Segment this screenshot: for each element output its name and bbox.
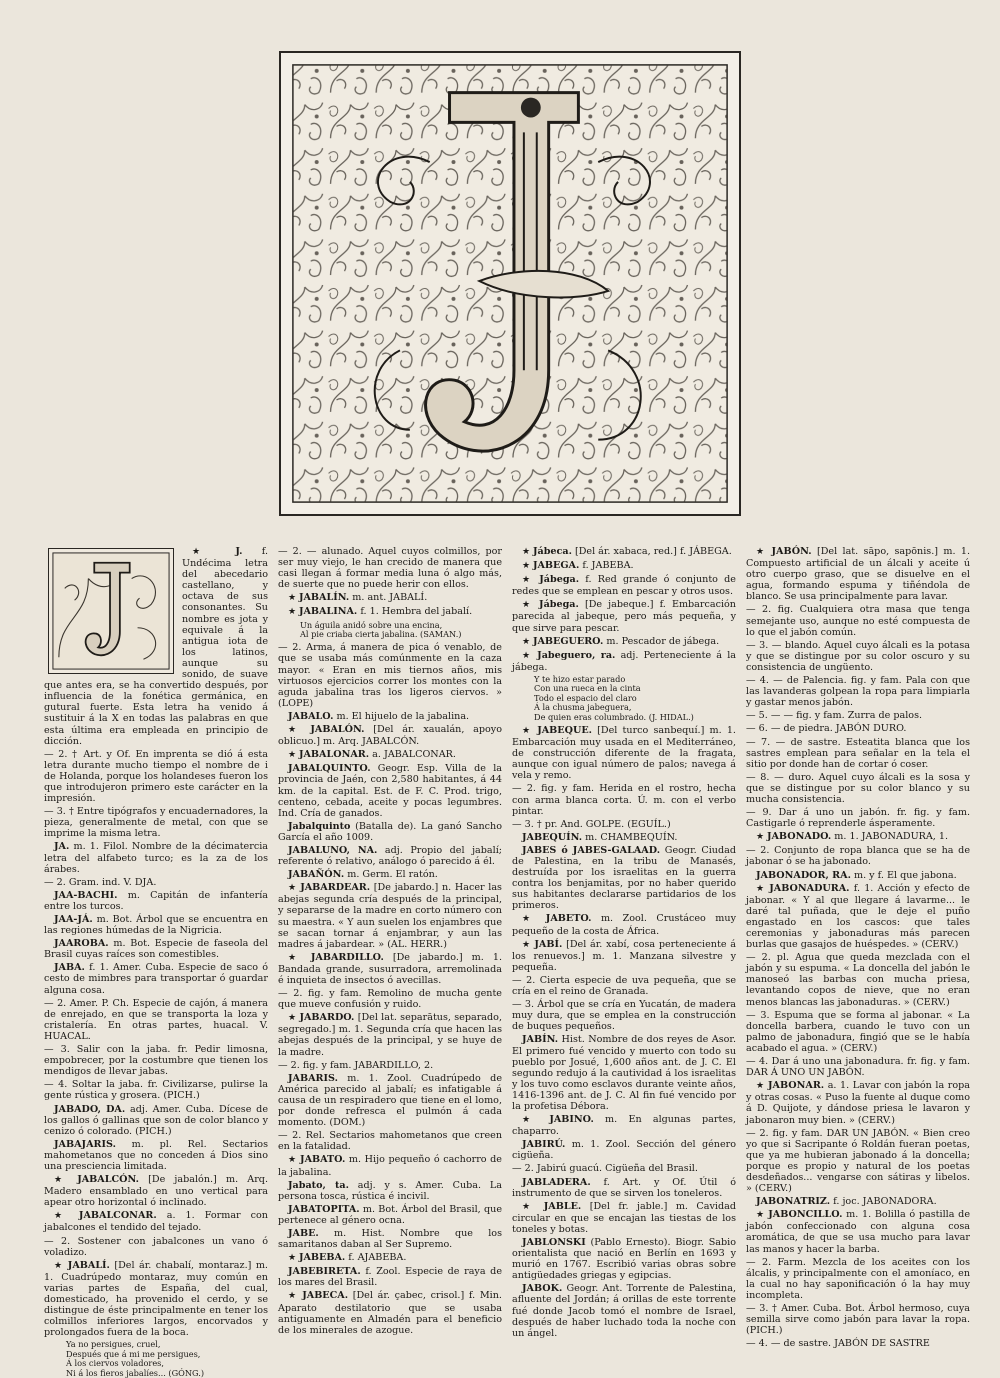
entry-definition: — 4. — de Palencia. fig. y fam. Pala con que las lavanderas golpean la ropa para limpiarla y gastar menos jabón.: [746, 675, 970, 709]
dictionary-entry: [746, 1128, 970, 1195]
entry-headword: JABA.: [54, 962, 85, 974]
dictionary-entry: [278, 821, 502, 843]
entry-headword: JABONADOR, RA.: [756, 869, 851, 881]
dictionary-entry: [512, 1177, 736, 1199]
entry-headword: JABLONSKI: [522, 1237, 586, 1248]
entry-headword: JABLE.: [543, 1200, 582, 1212]
dictionary-entry: [278, 1060, 502, 1071]
entry-definition: m. 1. Bolilla ó pastilla de jabón confeccionado con alguna cosa aromática, de que se usa mucho para lavar las manos y hacer la barba.: [746, 1209, 970, 1255]
dictionary-entry: [44, 998, 268, 1042]
entry-headword: JABALÓN.: [310, 724, 365, 736]
star-icon: ★: [288, 1155, 301, 1166]
dictionary-entry: [512, 1283, 736, 1338]
dictionary-entry: [44, 914, 268, 936]
dictionary-entry: [512, 725, 736, 781]
entry-headword: JABECA.: [302, 1290, 349, 1302]
entry-headword: JABINO.: [549, 1114, 594, 1126]
entry-headword: JABATO.: [300, 1154, 346, 1166]
entry-definition: [Del ár. chabalí, montaraz.] m. 1. Cuadrúpedo montaraz, muy común en varias partes de España, del cual, domesticado, ha provenido el cerdo, y se distingue de éste principalmente en tener los colmillos inferiores largos, encorvados y prolongados fuera de la boca.: [44, 1259, 268, 1339]
entry-definition: — 2. fig. Cualquiera otra masa que tenga semejante uso, aunque no esté compuesta de lo que el jabón común.: [746, 604, 970, 638]
entry-definition: — 8. — duro. Aquel cuyo álcali es la sosa y que se distingue por su color blanco y su mucha consistencia.: [746, 771, 970, 805]
dictionary-entry: [746, 1056, 970, 1078]
dictionary-entry: [278, 642, 502, 709]
entry-definition: — 2. Farm. Mezcla de los aceites con los álcalis, y principalmente con el amoníaco, en la cual no hay saponificación ó la hay muy incompleta.: [746, 1256, 970, 1301]
verse-quote: [44, 1340, 268, 1378]
entry-headword: JABADO, DA.: [54, 1103, 126, 1115]
dictionary-entry: [746, 1196, 970, 1207]
dictionary-entry: [746, 952, 970, 1007]
verse-line: Con una rueca en la cinta: [534, 683, 641, 694]
entry-headword: JABOK.: [522, 1283, 563, 1295]
entry-definition: m. El hijuelo de la jabalina.: [333, 710, 470, 722]
dictionary-entry: [44, 938, 268, 960]
entry-headword: JABONADURA.: [769, 882, 850, 894]
dictionary-entry: [512, 1163, 736, 1174]
dictionary-entry: [44, 1174, 268, 1208]
dictionary-entry: [44, 890, 268, 912]
star-icon: ★: [54, 1260, 68, 1271]
entry-definition: — 2. Cierta especie de uva pequeña, que se cría en el reino de Granada.: [512, 974, 736, 998]
dictionary-entry: [512, 913, 736, 936]
star-icon: ★: [522, 561, 533, 572]
dictionary-entry: [746, 737, 970, 770]
dictionary-entry: [512, 832, 736, 843]
dictionary-entry: [44, 877, 268, 888]
entry-headword: JAAROBA.: [54, 938, 109, 950]
star-icon: ★: [522, 1201, 544, 1212]
dictionary-entry: [278, 1290, 502, 1335]
entry-definition: — 2. Amer. P. Ch. Especie de cajón, á manera de enrejado, en que se transporta la loza y cristalería. En otras partes, huacal. V. HUACAL.: [44, 997, 268, 1042]
entry-definition: [De jabardo.] m. 1. Bandada grande, susurradora, arremolinada é inquieta de insectos ó avecillas.: [278, 951, 502, 986]
entry-definition: m. pl. Rel. Sectarios mahometanos que no conceden á Dios sino una presciencia limitada.: [44, 1138, 268, 1172]
dictionary-entry: [278, 724, 502, 747]
entry-headword: JABALONAR.: [298, 749, 370, 761]
entry-definition: adj. y s. Amer. Cuba. La persona tosca, rústica é incivil.: [278, 1179, 502, 1202]
verse-line: Al pie criaba cierta jabalina. (SAMAN.): [300, 628, 462, 639]
entry-headword: JABARIS.: [288, 1072, 338, 1084]
dictionary-entry: [44, 1236, 268, 1258]
dictionary-entry: [278, 592, 502, 604]
entry-definition: — 2. Sostener con jabalcones un vano ó voladizo.: [44, 1235, 268, 1258]
verse-line: Á los ciervos voladores,: [66, 1358, 164, 1369]
entry-definition: — 2. fig. y fam. Remolino de mucha gente que mueve confusión y ruido.: [278, 988, 502, 1011]
dictionary-entry: [512, 650, 736, 673]
star-icon: ★: [756, 883, 770, 894]
entry-definition: f. Zool. Especie de raya de los mares del Brasil.: [278, 1266, 502, 1289]
entry-definition: — 3. † Amer. Cuba. Bot. Árbol hermoso, cuya semilla sirve como jabón para lavar la ropa. (PICH.): [746, 1303, 970, 1337]
star-icon: ★: [756, 1210, 769, 1221]
dictionary-entry: [44, 806, 268, 839]
dictionary-entry: [278, 749, 502, 761]
entry-headword: JABEGA.: [532, 560, 580, 572]
entry-headword: JABEGUERO.: [532, 635, 604, 647]
entry-definition: f. joc. JABONADORA.: [830, 1196, 937, 1208]
entry-definition: a. 1. Formar con jabalcones el tendido del tejado.: [44, 1210, 268, 1234]
dictionary-entry: [278, 546, 502, 590]
entry-definition: adj. Perteneciente á la jábega.: [512, 649, 736, 673]
dictionary-entry: [746, 1303, 970, 1336]
dictionary-entry: [278, 988, 502, 1010]
entry-definition: — 6. — de piedra. JABÓN DURO.: [746, 723, 907, 735]
entry-headword: JABALO.: [288, 710, 334, 722]
dictionary-entry: [278, 952, 502, 986]
entry-headword: JABAJARIS.: [54, 1138, 116, 1150]
star-icon: ★: [522, 575, 540, 586]
entry-definition: adj. Amer. Cuba. Dícese de los gallos ó gallinas que son de color blanco y cenizo ó colorado. (PICH.): [44, 1103, 269, 1137]
dictionary-entry: [746, 883, 970, 951]
entry-headword: JABARDO.: [299, 1012, 355, 1024]
star-icon: ★: [54, 1175, 78, 1186]
entry-headword: Jabato, ta.: [288, 1179, 349, 1191]
entry-headword: JABETO.: [545, 913, 592, 925]
dictionary-entry: [44, 841, 268, 874]
dictionary-entry: [44, 749, 268, 804]
star-icon: ★: [288, 725, 311, 736]
entry-definition: — 2. Jabirú guacú. Cigüeña del Brasil.: [512, 1163, 698, 1175]
entry-headword: JABÓN.: [771, 546, 812, 557]
dictionary-entry: [278, 1204, 502, 1226]
entry-headword: JABES ó JABES-GALAAD.: [522, 844, 661, 856]
star-icon: ★: [288, 883, 301, 894]
entry-definition: [Del ár. xabí, cosa perteneciente á los renuevos.] m. 1. Manzana silvestre y pequeña.: [512, 938, 736, 973]
star-icon: ★: [522, 914, 546, 925]
star-icon: ★: [288, 952, 311, 963]
entry-definition: — 2. Conjunto de ropa blanca que se ha de jabonar ó se ha jabonado.: [746, 845, 970, 868]
dictionary-entry: [746, 723, 970, 734]
entry-definition: [Del ár. çabec, crisol.] f. Min. Aparato destilatorio que se usaba antiguamente en Almadén para el beneficio de los minerales de azogue.: [278, 1290, 502, 1336]
dictionary-entry: [512, 1034, 736, 1112]
dictionary-entry: [44, 1104, 268, 1137]
verse-line: Después que á mi me persigues,: [66, 1348, 201, 1359]
entry-definition: — 2. † Art. y Of. En imprenta se dió á esta letra durante mucho tiempo el nombre de i de Holanda, porque los holandeses fueron los que introdujeron primero este carácter en la impresión.: [44, 748, 268, 805]
entry-headword: JABEBA.: [298, 1252, 346, 1264]
entry-headword: JABÍN.: [522, 1034, 559, 1046]
entry-headword: JABIRÚ.: [522, 1139, 566, 1151]
star-icon: ★: [522, 1115, 550, 1126]
dictionary-entry: [512, 783, 736, 816]
dictionary-entry: [746, 710, 970, 721]
dictionary-entry: [278, 1130, 502, 1152]
dictionary-entry: [278, 845, 502, 867]
entry-definition: m. Bot. Árbol del Brasil, que pertenece al género ocna.: [278, 1203, 502, 1226]
entry-definition: — 2. Arma, á manera de pica ó venablo, de que se usaba más comúnmente en la caza mayor. « Eran en mis tiernos años, mis virtuosos ejercicios correr los montes con la aguda jabalina tras los ligeros ciervos. » (LOPE): [278, 642, 502, 709]
entry-headword: JABATOPITA.: [288, 1203, 360, 1215]
entry-definition: m. Bot. Especie de faseola del Brasil cuyas raíces son comestibles.: [44, 938, 268, 961]
ornamental-initial-j-icon: [279, 51, 741, 516]
entry-definition: — 9. Dar á uno un jabón. fr. fig. y fam. Castigarle ó reprenderle ásperamente.: [746, 807, 970, 830]
dictionary-entry: [746, 1338, 970, 1349]
entry-definition: [Del lat. sāpo, sapōnis.] m. 1. Compuesto artificial de un álcali y aceite ú otro cuerpo graso, que se disuelve en el agua, formando espuma y tiñéndola de blanco. Se usa principalmente para lavar.: [746, 546, 970, 603]
dictionary-entry: [278, 1073, 502, 1128]
entry-headword: JABEQUÍN.: [522, 831, 583, 843]
entry-headword: Jábeca.: [532, 546, 572, 557]
entry-definition: m. En algunas partes, chaparro.: [512, 1114, 736, 1138]
star-icon: ★: [192, 547, 236, 557]
column-1: [44, 546, 269, 1378]
entry-definition: [Del turco sanbequí.] m. 1. Embarcación muy usada en el Mediterráneo, de construcción diferente de la fragata, aunque con igual número de palos; navega á vela y remo.: [512, 724, 736, 782]
dictionary-entry: [746, 1010, 970, 1054]
column-3: [512, 546, 736, 1339]
dictionary-entry: [278, 1154, 502, 1177]
dictionary-entry: [44, 1044, 268, 1077]
entry-definition: — 2. — alunado. Aquel cuyos colmillos, por ser muy viejo, le han crecido de manera que casi llegan á formar media luna ó algo más, de suerte que no puede herir con ellos.: [278, 546, 502, 591]
entry-definition: Geogr. Ciudad de Palestina, en la tribu de Manasés, destruída por los israelitas en la guerra contra los benjamitas, por no haber querido sus habitantes declararse partidarios de los primeros.: [512, 844, 736, 912]
dictionary-entry: [512, 845, 736, 912]
dropcap-initial-j-icon: [48, 548, 174, 674]
dictionary-entry: [746, 1080, 970, 1125]
entry-headword: J.: [235, 546, 243, 557]
entry-headword: JAA-BACHI.: [54, 889, 118, 901]
dictionary-entry: [512, 1201, 736, 1235]
dictionary-entry: [512, 819, 736, 830]
entry-headword: JA.: [54, 841, 70, 853]
star-icon: ★: [522, 650, 538, 661]
verse-line: Todo el espacio del claro: [534, 692, 637, 703]
star-icon: ★: [522, 636, 533, 647]
entry-definition: m. 1. Zool. Cuadrúpedo de América parecido al jabalí; es infatigable á causa de un respiradero que tiene en el lomo, por donde refresca el pulmón á cada momento. (DOM.): [278, 1072, 502, 1129]
entry-definition: a. JABALCONAR.: [369, 749, 456, 761]
dictionary-entry: [746, 640, 970, 673]
entry-definition: — 4. Soltar la jaba. fr. Civilizarse, pulirse la gente rústica y grosera. (PICH.): [44, 1079, 268, 1102]
entry-headword: JABALÍ.: [67, 1259, 110, 1271]
entry-definition: m. ant. JABALÍ.: [349, 592, 428, 604]
entry-definition: — 3. † pr. And. GOLPE. (EGUÍL.): [512, 818, 671, 830]
entry-definition: m. 1. Zool. Sección del género cigüeña.: [512, 1139, 736, 1162]
entry-definition: f. 1. Amer. Cuba. Especie de saco ó cesto de mimbres para transportar ó guardar alguna cosa.: [44, 962, 268, 996]
dictionary-entry: [278, 711, 502, 722]
star-icon: ★: [288, 593, 299, 604]
star-icon: ★: [756, 832, 767, 843]
entry-headword: JABALUNO, NA.: [288, 844, 378, 856]
entry-definition: — 2. Gram. ind. V. DJA.: [44, 876, 157, 888]
entry-definition: adj. Propio del jabalí; referente ó relativo, análogo ó parecido á él.: [278, 844, 503, 868]
entry-definition: [De jabalón.] m. Arq. Madero ensamblado en uno vertical para apear otro horizontal ó inclinado.: [44, 1174, 268, 1209]
entry-headword: JABE.: [288, 1227, 319, 1239]
star-icon: ★: [288, 1013, 300, 1024]
dictionary-entry: [512, 975, 736, 997]
entry-definition: m. Hijo pequeño ó cachorro de la jabalina.: [278, 1154, 502, 1178]
entry-definition: [Del lat. separātus, separado, segregado.] m. 1. Segunda cría que hacen las abejas después de la principal, y se huye de la madre.: [278, 1012, 502, 1058]
dictionary-entry: [746, 1257, 970, 1301]
entry-definition: — 5. — — fig. y fam. Zurra de palos.: [746, 710, 923, 722]
dictionary-entry: [44, 1260, 268, 1339]
entry-headword: JABLADERA.: [522, 1176, 591, 1188]
entry-headword: JABARDILLO.: [310, 951, 384, 963]
star-icon: ★: [522, 547, 533, 557]
entry-definition: f. JABEBA.: [579, 560, 634, 572]
dictionary-entry: [278, 1228, 502, 1250]
verse-line: Ni á los fieros jabalíes... (GÓNG.): [66, 1367, 205, 1378]
entry-definition: m. Bot. Árbol que se encuentra en las regiones húmedas de la Nigricia.: [44, 914, 268, 937]
entry-definition: f. Red grande ó conjunto de redes que se emplean en pescar y otros usos.: [512, 574, 736, 598]
star-icon: ★: [756, 1081, 768, 1092]
dictionary-entry: [278, 1266, 502, 1288]
entry-definition: — 4. — de sastre. JABÓN DE SASTRE: [746, 1338, 930, 1350]
star-icon: ★: [288, 1291, 303, 1302]
entry-headword: JABALÍN.: [298, 592, 350, 604]
entry-definition: — 2. fig. y fam. JABARDILLO, 2.: [278, 1059, 434, 1071]
entry-definition: m. Pescador de jábega.: [603, 635, 720, 647]
star-icon: ★: [288, 1253, 299, 1264]
column-2: [278, 546, 503, 1336]
entry-definition: (Batalla de). La ganó Sancho García el año 1009.: [278, 820, 502, 843]
dictionary-entry: [512, 636, 736, 648]
dictionary-entry: [746, 675, 970, 708]
entry-headword: JABEBIRETA.: [288, 1266, 361, 1278]
entry-definition: [Del ár. xaualán, apoyo oblicuo.] m. Arq. JABALCÓN.: [278, 724, 502, 748]
entry-definition: f. Undécima letra del abecedario castellano, y octava de sus consonantes. Su nombre es jota y equivale á la antigua iota de los latinos, aunque su sonido, de suave que antes era, se ha convertido después, por influencia de la fonética germánica, en gutural fuerte. Esta letra ha venido á sustituir á la X en todas las palabras en que esta última era empleada en principio de dicción.: [44, 546, 268, 747]
entry-headword: JABONAR.: [767, 1080, 825, 1092]
dictionary-entry: [746, 831, 970, 843]
verse-line: Un águila anidó sobre una encina,: [300, 619, 443, 630]
entry-definition: (Pablo Ernesto). Biogr. Sabio orientalista que nació en Berlín en 1693 y murió en 1767. Escribió varias obras sobre antigüedades griegas y egipcias.: [512, 1237, 736, 1282]
entry-headword: JABALINA.: [298, 606, 358, 618]
dictionary-entry: [746, 546, 970, 602]
dictionary-entry: [512, 1114, 736, 1137]
entry-headword: Jábega.: [539, 599, 579, 611]
dictionary-entry: [278, 869, 502, 880]
entry-definition: f. 1. Hembra del jabalí.: [357, 606, 473, 618]
entry-definition: [De jabeque.] f. Embarcación parecida al jabeque, pero más pequeña, y que sirve para pescar.: [512, 599, 736, 634]
entry-definition: — 3. — blando. Aquel cuyo álcali es la potasa y que se distingue por su color oscuro y su consistencia de ungüento.: [746, 639, 970, 673]
dictionary-entry: [746, 1209, 970, 1254]
verse-line: De quien eras columbrado. (J. HIDAL.): [534, 711, 694, 722]
dictionary-entry: [512, 939, 736, 973]
star-icon: ★: [522, 939, 535, 950]
entry-definition: m. 1. Filol. Nombre de la décimatercia letra del alfabeto turco; es la za de los árabes.: [44, 841, 268, 875]
entry-headword: JABONATRIZ.: [756, 1196, 831, 1208]
dictionary-entry: [746, 807, 970, 829]
entry-definition: f. AJABEBA.: [345, 1252, 407, 1264]
entry-headword: Jabeguero, ra.: [537, 649, 616, 661]
entry-headword: JAA-JÁ.: [54, 914, 93, 925]
entry-definition: Geogr. Ant. Torrente de Palestina, afluente del Jordán; á orillas de este torrente fué donde Jacob tomó el nombre de Israel, después de haber luchado toda la noche con un ángel.: [512, 1283, 736, 1339]
entry-definition: — 2. fig. y fam. Herida en el rostro, hecha con arma blanca corta. Ú. m. con el verbo pintar.: [512, 783, 736, 817]
entry-headword: JABEQUE.: [537, 724, 592, 736]
star-icon: ★: [522, 600, 540, 611]
dictionary-entry: [746, 870, 970, 881]
dictionary-entry: [278, 1180, 502, 1202]
verse-quote: [512, 675, 736, 722]
entry-headword: JABONADO.: [766, 831, 832, 843]
entry-definition: m. 1. JABONADURA, 1.: [831, 831, 949, 843]
entry-definition: a. 1. Lavar con jabón la ropa y otras cosas. « Puso la fuente al duque como á D. Quijote, y dándose priesa le lavaron y jabonaron muy bien. » (CERV.): [746, 1080, 971, 1126]
verse-line: Ya no persigues, cruel,: [66, 1339, 161, 1350]
entry-definition: m. CHAMBEQUÍN.: [582, 831, 678, 843]
entry-definition: — 3. Salir con la jaba. fr. Pedir limosna, empobrecer, por la costumbre que tienen los mendigos de llevar jabas.: [44, 1044, 268, 1078]
dictionary-entry: [746, 772, 970, 805]
entry-definition: m. Zool. Crustáceo muy pequeño de la costa de África.: [512, 913, 736, 937]
dictionary-entry: [746, 604, 970, 637]
dictionary-entry: [512, 546, 736, 558]
entry-definition: — 7. — de sastre. Esteatita blanca que los sastres emplean para señalar en la tela el sitio por donde han de cortar ó coser.: [746, 736, 970, 770]
entry-definition: — 3. Árbol que se cría en Yucatán, de madera muy dura, que se emplea en la construcción de buques pequeños.: [512, 999, 736, 1033]
dictionary-entry: [278, 882, 502, 950]
dictionary-entry: [512, 574, 736, 597]
entry-definition: [Del fr. jable.] m. Cavidad circular en que se encajan las tiestas de los toneles y botas.: [512, 1200, 736, 1235]
star-icon: ★: [522, 725, 538, 736]
dictionary-entry: [512, 1139, 736, 1161]
entry-definition: [Del ár. xabaca, red.] f. JÁBEGA.: [571, 546, 732, 557]
entry-headword: JABONCILLO.: [768, 1209, 843, 1221]
dictionary-entry: [746, 845, 970, 867]
dictionary-entry: [512, 999, 736, 1032]
entry-headword: Jabalquinto: [288, 820, 351, 832]
verse-line: Y te hizo estar parado: [534, 673, 626, 684]
star-icon: ★: [756, 547, 772, 557]
entry-definition: — 4. Dar á uno una jabonadura. fr. fig. y fam. DAR Á UNO UN JABÓN.: [746, 1056, 970, 1079]
entry-definition: — 2. pl. Agua que queda mezclada con el jabón y su espuma. « La doncella del jabón le manoseó las barbas con mucha priesa, levantando copos de nieve, que no eran menos blancas las jabonaduras. » (CERV.): [746, 952, 970, 1008]
dictionary-entry: [512, 560, 736, 572]
entry-definition: [De jabardo.] n. Hacer las abejas segunda cría después de la principal, y separarse de la madre en corto número con su maestra. « Y aun suelen los enjambres que se sacan tornar á enjambrar, y aun las madres á jabardear. » (AL. HERR.): [278, 882, 502, 950]
entry-definition: — 2. fig. y fam. DAR UN JABÓN. « Bien creo yo que si Sacripante ó Roldán fueran poetas, que ya me hubieran jabonado á la doncella; porque es propio y natural de los poetas desdeñados... vengarse con sátiras y libelos. » (CERV.): [746, 1127, 970, 1195]
entry-definition: m. Capitán de infantería entre los turcos.: [44, 889, 268, 912]
entry-definition: f. 1. Acción y efecto de jabonar. « Y al que llegare á lavarme... le daré tal puñada, que le deje el puño engastado en los cascos: que tales ceremonias y jabonaduras más parecen burlas que gasajos de huéspedes. » (CERV.): [746, 882, 970, 951]
star-icon: ★: [54, 1211, 79, 1222]
text-columns: [44, 546, 971, 1378]
star-icon: ★: [288, 750, 299, 761]
verse-quote: [278, 621, 502, 640]
entry-headword: JABALCÓN.: [77, 1174, 139, 1186]
dictionary-entry: [278, 606, 502, 618]
dictionary-entry: [512, 599, 736, 633]
entry-headword: JABAÑÓN.: [288, 869, 345, 881]
dictionary-entry: [278, 1012, 502, 1057]
dictionary-entry: [512, 1237, 736, 1281]
dictionary-entry: [278, 1252, 502, 1264]
entry-definition: m. Hist. Nombre que los samaritanos daban al Ser Supremo.: [278, 1227, 502, 1251]
entry-definition: f. Art. y Of. Útil ó instrumento de que se sirven los toneleros.: [512, 1176, 736, 1199]
dictionary-entry: [44, 1139, 268, 1172]
entry-definition: — 3. † Entre tipógrafos y encuadernadores, la pieza, generalmente de metal, con que se imprime la misma letra.: [44, 806, 268, 840]
entry-headword: JABALCONAR.: [78, 1210, 157, 1222]
entry-headword: JABALQUINTO.: [288, 763, 371, 775]
dictionary-entry: [44, 1079, 268, 1101]
entry-headword: JABÍ.: [534, 938, 563, 950]
dictionary-entry: [44, 962, 268, 995]
entry-definition: — 3. Espuma que se forma al jabonar. « La doncella barbera, cuando le tuvo con un palmo de jabonadura, fingió que se le había acabado el agua. » (CERV.): [746, 1009, 970, 1054]
column-4: [746, 546, 971, 1350]
entry-headword: JABARDEAR.: [300, 882, 371, 894]
entry-definition: Hist. Nombre de dos reyes de Asor. El primero fué vencido y muerto con todo su pueblo por Josué, 1,600 años ant. de J. C. El segundo redujo á la cautividad á los israelitas y los tuvo como esclavos durante veinte años, 1416-1396 ant. de J. C. Al fin fué vencido por la profetisa Débora.: [512, 1034, 736, 1112]
verse-line: Á la chusma jabeguera,: [534, 702, 632, 713]
dictionary-entry: [44, 1210, 268, 1233]
entry-definition: Geogr. Esp. Villa de la provincia de Jaén, con 2,580 habitantes, á 44 km. de la capital. Est. de F. C. Prod. trigo, centeno, cebada, aceite y pocas legumbres. Ind. Cría de ganados.: [278, 763, 502, 819]
dictionary-entry: [278, 763, 502, 818]
entry-headword: Jábega.: [539, 574, 580, 586]
entry-definition: — 2. Rel. Sectarios mahometanos que creen en la fatalidad.: [278, 1130, 502, 1153]
entry-definition: m. Germ. El ratón.: [344, 869, 438, 881]
entry-definition: m. y f. El que jabona.: [850, 869, 957, 881]
star-icon: ★: [288, 607, 299, 618]
